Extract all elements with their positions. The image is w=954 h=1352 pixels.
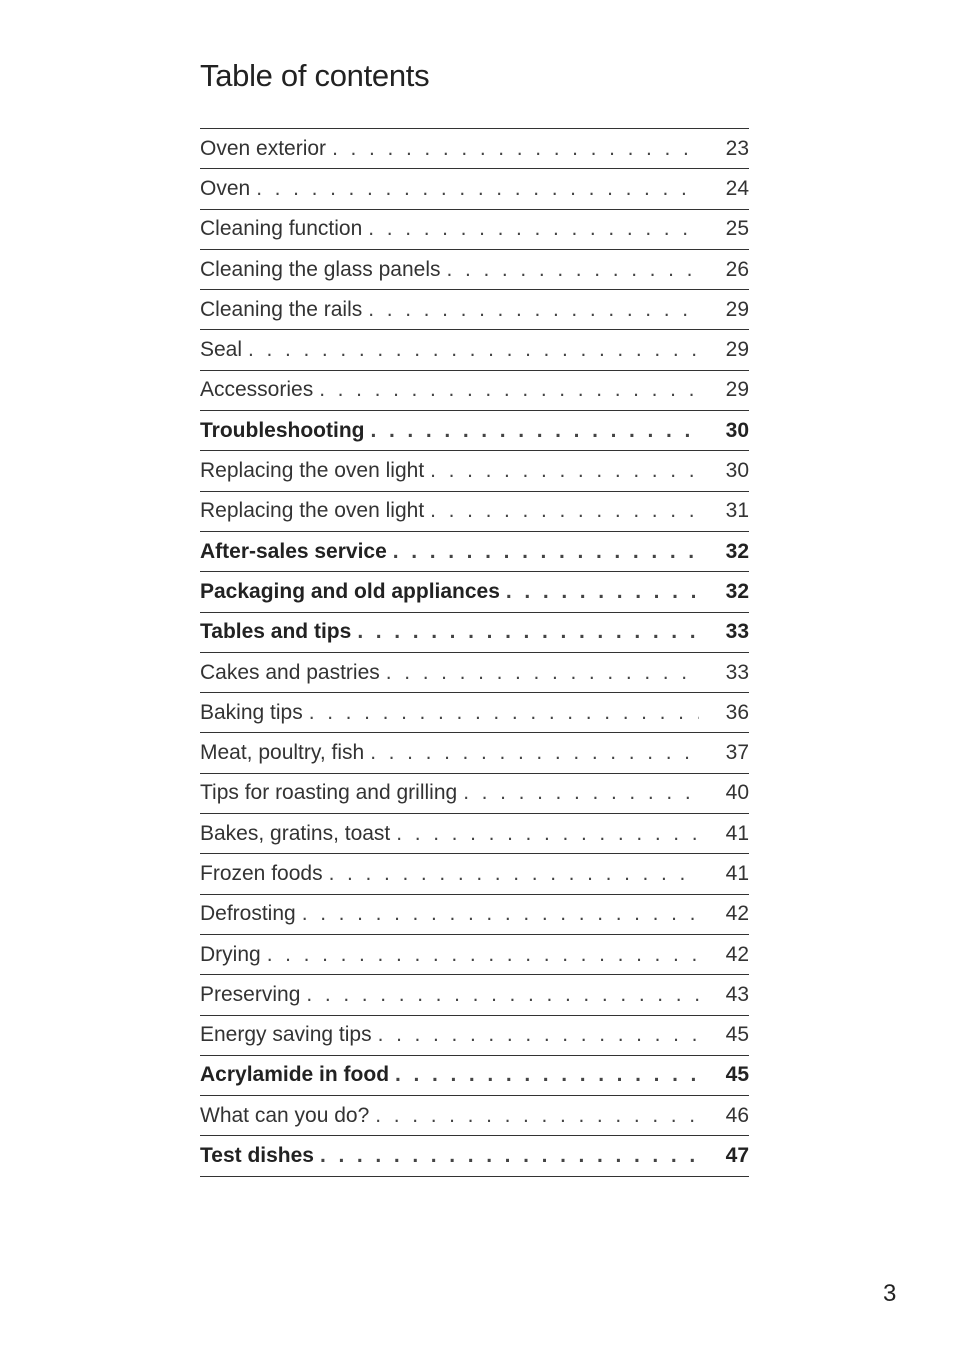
toc-entry-label: Preserving <box>200 982 301 1006</box>
dot-leader <box>378 1023 699 1047</box>
dot-leader <box>368 298 699 322</box>
dot-leader <box>319 378 699 402</box>
toc-entry[interactable] <box>200 492 749 532</box>
toc-entry-label: Energy saving tips <box>200 1023 372 1047</box>
toc-entry[interactable] <box>200 330 749 370</box>
toc-entry-label: Oven <box>200 176 251 200</box>
toc-entry[interactable] <box>200 693 749 733</box>
toc-entry[interactable] <box>200 1016 749 1056</box>
toc-entry-label: Cakes and pastries <box>200 660 380 684</box>
toc-entry-page: 36 <box>725 700 749 724</box>
dot-leader <box>393 540 699 564</box>
toc-entry[interactable] <box>200 1056 749 1096</box>
toc-entry-label: Accessories <box>200 378 314 402</box>
toc-entry-label: Acrylamide in food <box>200 1063 390 1087</box>
toc-entry-page: 29 <box>725 378 749 402</box>
toc-entry[interactable] <box>200 895 749 935</box>
toc-entry[interactable] <box>200 572 749 612</box>
toc-entry-page: 42 <box>725 942 749 966</box>
dot-leader <box>463 781 699 805</box>
dot-leader <box>430 499 699 523</box>
dot-leader <box>256 177 699 201</box>
toc-entry[interactable] <box>200 814 749 854</box>
dot-leader <box>332 137 699 161</box>
toc-entry[interactable] <box>200 210 749 250</box>
dot-leader <box>395 1063 699 1087</box>
dot-leader <box>309 701 699 725</box>
toc-entry[interactable] <box>200 371 749 411</box>
dot-leader <box>320 1144 699 1168</box>
toc-entry-page: 31 <box>725 499 749 523</box>
toc-entry[interactable] <box>200 935 749 975</box>
toc-entry-label: After-sales service <box>200 539 387 563</box>
toc-entry-page: 33 <box>725 620 749 644</box>
dot-leader <box>430 459 699 483</box>
dot-leader <box>386 661 699 685</box>
dot-leader <box>447 258 700 282</box>
toc-entry-label: Packaging and old appliances <box>200 579 500 603</box>
toc-entry-page: 32 <box>725 539 749 563</box>
toc-entry-page: 23 <box>725 136 749 160</box>
toc-entry-label: Meat, poultry, fish <box>200 741 365 765</box>
dot-leader <box>368 217 699 241</box>
toc-entry[interactable] <box>200 169 749 209</box>
toc-entry-label: Cleaning the glass panels <box>200 257 441 281</box>
dot-leader <box>248 338 699 362</box>
toc-entry-page: 32 <box>725 579 749 603</box>
toc-entry-page: 26 <box>725 257 749 281</box>
toc-entry-page: 43 <box>725 982 749 1006</box>
toc-entry-label: What can you do? <box>200 1103 370 1127</box>
toc-entry[interactable] <box>200 653 749 693</box>
dot-leader <box>370 419 699 443</box>
dot-leader <box>506 580 699 604</box>
toc-entry[interactable] <box>200 451 749 491</box>
dot-leader <box>267 943 699 967</box>
page-number: 3 <box>883 1280 897 1307</box>
toc-entry-label: Cleaning the rails <box>200 297 363 321</box>
toc-entry-page: 41 <box>725 861 749 885</box>
dot-leader <box>396 822 699 846</box>
toc-entry-page: 29 <box>725 297 749 321</box>
table-of-contents <box>200 128 749 1177</box>
toc-entry-page: 47 <box>725 1144 749 1168</box>
dot-leader <box>370 741 699 765</box>
toc-entry-page: 24 <box>725 176 749 200</box>
toc-entry[interactable] <box>200 1136 749 1176</box>
dot-leader <box>306 983 699 1007</box>
toc-entry-label: Bakes, gratins, toast <box>200 821 391 845</box>
toc-entry-label: Cleaning function <box>200 217 363 241</box>
toc-entry[interactable] <box>200 532 749 572</box>
dot-leader <box>375 1104 699 1128</box>
toc-entry[interactable] <box>200 733 749 773</box>
page-title: Table of contents <box>200 58 430 93</box>
toc-entry-label: Defrosting <box>200 902 296 926</box>
dot-leader <box>302 902 699 926</box>
toc-entry-page: 45 <box>725 1023 749 1047</box>
toc-entry-page: 42 <box>725 902 749 926</box>
toc-entry-label: Troubleshooting <box>200 418 365 442</box>
toc-entry-page: 30 <box>725 459 749 483</box>
toc-entry-label: Test dishes <box>200 1144 314 1168</box>
toc-entry-page: 30 <box>725 418 749 442</box>
toc-entry-page: 45 <box>725 1063 749 1087</box>
toc-entry[interactable] <box>200 250 749 290</box>
toc-entry-label: Replacing the oven light <box>200 499 425 523</box>
toc-entry-page: 37 <box>725 741 749 765</box>
toc-entry[interactable] <box>200 1096 749 1136</box>
toc-entry[interactable] <box>200 854 749 894</box>
toc-entry-page: 25 <box>725 217 749 241</box>
toc-entry-label: Tables and tips <box>200 620 352 644</box>
toc-entry-label: Drying <box>200 942 261 966</box>
toc-entry[interactable] <box>200 290 749 330</box>
toc-entry-page: 40 <box>725 781 749 805</box>
dot-leader <box>357 620 699 644</box>
dot-leader <box>329 862 699 886</box>
toc-entry-label: Baking tips <box>200 700 303 724</box>
toc-entry[interactable] <box>200 975 749 1015</box>
toc-entry-page: 46 <box>725 1103 749 1127</box>
toc-entry-page: 33 <box>725 660 749 684</box>
toc-entry-page: 41 <box>725 821 749 845</box>
toc-entry[interactable] <box>200 411 749 451</box>
toc-entry-label: Oven exterior <box>200 136 327 160</box>
toc-entry-page: 29 <box>725 338 749 362</box>
toc-entry[interactable] <box>200 613 749 653</box>
toc-entry-label: Replacing the oven light <box>200 459 425 483</box>
toc-entry-label: Frozen foods <box>200 861 323 885</box>
toc-entry-label: Tips for roasting and grilling <box>200 781 458 805</box>
toc-entry-label: Seal <box>200 338 243 362</box>
toc-entry[interactable] <box>200 774 749 814</box>
toc-entry[interactable] <box>200 129 749 169</box>
